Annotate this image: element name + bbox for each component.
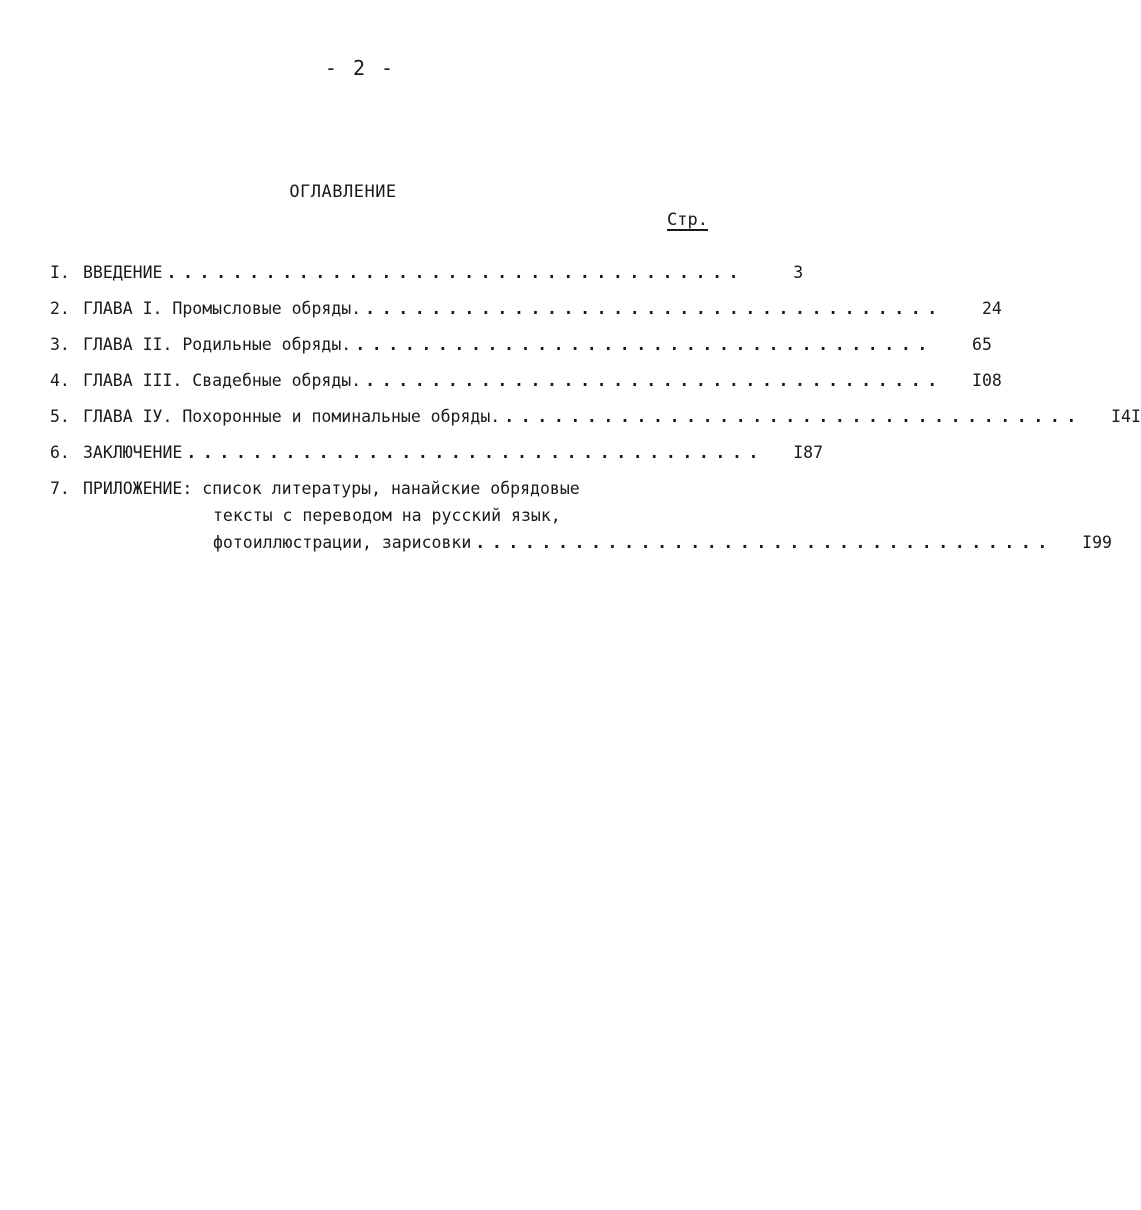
entry-number: 3. [50, 335, 70, 354]
dot-leader: ................................... [166, 263, 746, 282]
toc-entry-chapter-1 [50, 296, 1002, 322]
entry-number: 7. [50, 479, 70, 498]
entry-page: 3 [793, 263, 804, 282]
entry-page: I08 [972, 371, 1002, 390]
dot-leader: ................................... [475, 533, 1054, 552]
toc-entry-conclusion [50, 440, 824, 466]
entry-title-line-2: тексты с переводом на русский язык, [213, 506, 561, 525]
page-number: - 2 - [324, 56, 396, 80]
entry-page: I99 [1082, 533, 1112, 552]
toc-entry-appendix-line-2 [213, 503, 561, 529]
page-column-header: Стр. [667, 210, 708, 230]
entry-title: ГЛАВА I. Промысловые обряды. [83, 299, 362, 318]
entry-number: 5. [50, 407, 70, 426]
entry-number: I. [50, 263, 70, 282]
entry-number: 4. [50, 371, 70, 390]
entry-title: ЗАКЛЮЧЕНИЕ [83, 443, 183, 462]
dot-leader: ................................... [504, 407, 1083, 426]
entry-title-line-3: фотоиллюстрации, зарисовки [213, 533, 472, 552]
entry-title: ВВЕДЕНИЕ [83, 263, 163, 282]
dot-leader: ................................... [355, 335, 934, 354]
entry-number: 6. [50, 443, 70, 462]
dot-leader: ................................... [365, 299, 944, 318]
toc-entry-introduction [50, 260, 804, 286]
entry-page: 24 [981, 299, 1002, 318]
entry-title: ГЛАВА III. Свадебные обряды. [83, 371, 362, 390]
toc-entry-chapter-3 [50, 368, 1002, 394]
dot-leader: ................................... [365, 371, 944, 390]
entry-number: 2. [50, 299, 70, 318]
toc-entry-chapter-2 [50, 332, 992, 358]
toc-entry-appendix-line-3 [213, 530, 1112, 556]
entry-title-line-1: ПРИЛОЖЕНИЕ: список литературы, нанайские обрядовые [83, 479, 580, 498]
toc-title: ОГЛАВЛЕНИЕ [289, 182, 397, 202]
entry-page: I4I [1111, 407, 1141, 426]
toc-entry-appendix [50, 476, 580, 502]
entry-title: ГЛАВА II. Родильные обряды. [83, 335, 352, 354]
entry-page: 65 [972, 335, 992, 354]
entry-title: ГЛАВА IУ. Похоронные и поминальные обряды. [83, 407, 501, 426]
toc-entry-chapter-4 [50, 404, 1141, 430]
entry-page: I87 [793, 443, 824, 462]
dot-leader: ................................... [186, 443, 766, 462]
